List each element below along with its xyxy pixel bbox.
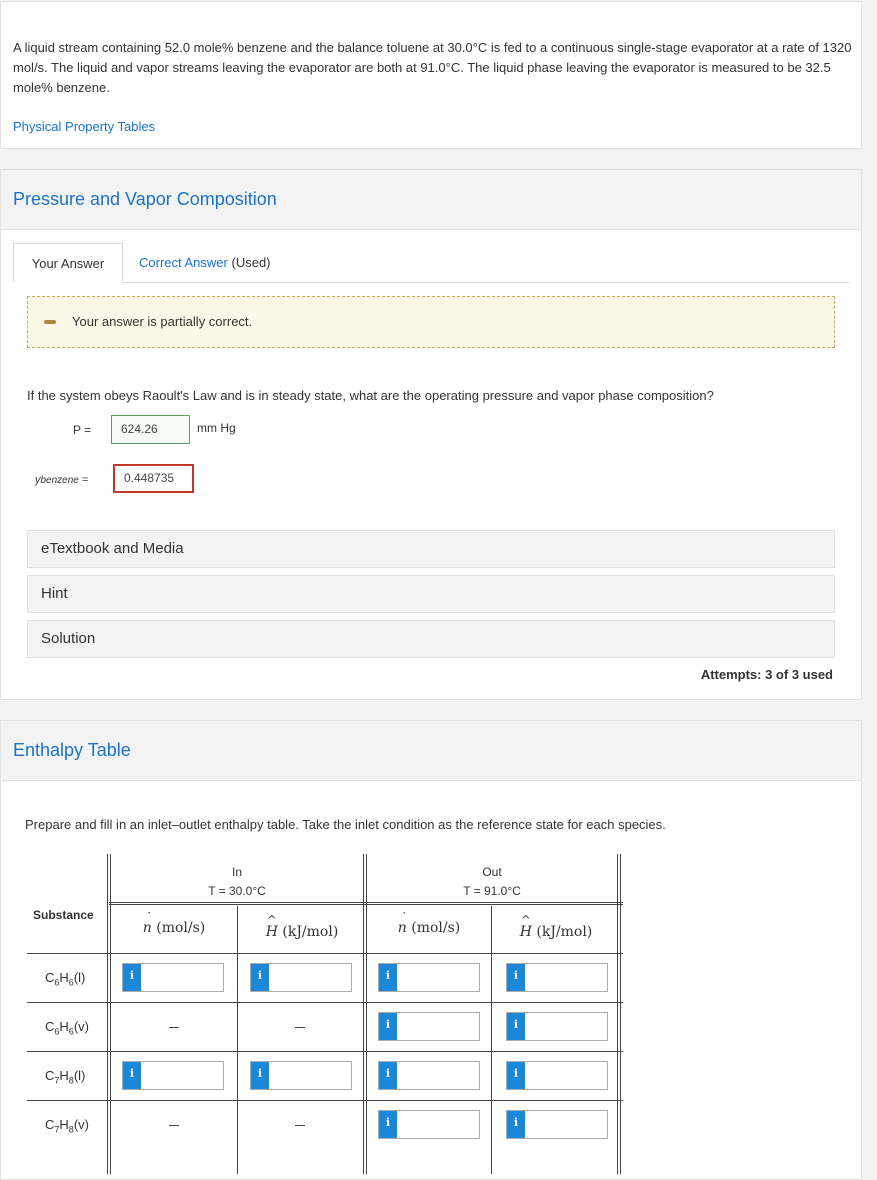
n-out-c6h6-vapor-input[interactable] <box>378 1012 480 1041</box>
problem-card <box>0 1 862 149</box>
attempts-counter: Attempts: 3 of 3 used <box>700 667 833 682</box>
pressure-answer-field[interactable]: 624.26 <box>111 415 190 444</box>
h-out-c7h8-vapor-input[interactable] <box>506 1110 608 1139</box>
h-hat-out-header: ^ H (kJ/mol) <box>495 924 617 940</box>
h-unit: (kJ/mol) <box>536 924 593 940</box>
h-out-c6h6-vapor-input[interactable] <box>506 1012 608 1041</box>
info-icon[interactable]: i <box>379 964 397 991</box>
table-divider <box>27 1051 623 1052</box>
n-in-c7h8-liquid-input[interactable] <box>122 1061 224 1090</box>
table-divider <box>237 906 238 1174</box>
enthalpy-table <box>27 854 623 1174</box>
pressure-unit: mm Hg <box>197 421 236 435</box>
info-icon[interactable]: i <box>251 964 269 991</box>
h-in-c7h8-liquid-input[interactable] <box>250 1061 352 1090</box>
question-text: If the system obeys Raoult's Law and is in steady state, what are the operating pressure and vapor phase composition? <box>27 388 714 403</box>
empty-cell-dash <box>295 1027 305 1028</box>
n-dot-out-header: ˙ n (mol/s) <box>367 920 491 936</box>
in-temperature: T = 30.0°C <box>208 884 266 898</box>
y-equals: = <box>81 474 89 486</box>
h-out-c6h6-liquid-input[interactable] <box>506 963 608 992</box>
n-dot-in-header: ˙ n (mol/s) <box>111 920 237 936</box>
y-symbol: y <box>35 474 41 486</box>
h-out-c7h8-liquid-input[interactable] <box>506 1061 608 1090</box>
substance-header: Substance <box>33 908 94 922</box>
pressure-vapor-section <box>0 169 862 700</box>
info-icon[interactable]: i <box>507 1013 525 1040</box>
tab-correct-answer[interactable] <box>139 243 271 283</box>
info-icon[interactable]: i <box>379 1013 397 1040</box>
tab-correct-label: Correct Answer <box>139 255 228 270</box>
pressure-label: P = <box>73 423 92 437</box>
section-header <box>1 170 861 230</box>
substance-c6h6-vapor: $C_6H_6(v)$ <box>45 1019 89 1037</box>
substance-c7h8-vapor: $C_7H_8(v)$ <box>45 1117 89 1135</box>
info-icon[interactable]: i <box>379 1111 397 1138</box>
tab-correct-used: (Used) <box>231 255 271 270</box>
answer-tabs <box>13 243 849 283</box>
n-out-c7h8-vapor-input[interactable] <box>378 1110 480 1139</box>
enthalpy-section <box>0 720 862 1180</box>
empty-cell-dash <box>169 1125 179 1126</box>
info-icon[interactable]: i <box>123 1062 141 1089</box>
table-divider <box>27 953 623 954</box>
y-subscript: benzene <box>40 475 79 486</box>
partial-correct-message: Your answer is partially correct. <box>72 314 253 329</box>
table-divider <box>27 1002 623 1003</box>
physical-property-tables-link[interactable]: Physical Property Tables <box>13 119 156 134</box>
table-divider <box>109 902 623 905</box>
in-header: In <box>231 865 242 879</box>
hint-accordion[interactable]: Hint <box>27 575 835 613</box>
y-benzene-label <box>35 474 88 486</box>
section-title: Enthalpy Table <box>13 740 131 760</box>
substance-c7h8-liquid: $C_7H_8(l)$ <box>45 1068 86 1086</box>
info-icon[interactable]: i <box>507 964 525 991</box>
n-in-c6h6-liquid-input[interactable] <box>122 963 224 992</box>
y-benzene-answer-field[interactable]: 0.448735 <box>113 464 194 493</box>
tab-your-answer[interactable]: Your Answer <box>13 243 123 283</box>
out-temperature: T = 91.0°C <box>463 884 521 898</box>
info-icon[interactable]: i <box>379 1062 397 1089</box>
table-divider <box>491 906 492 1174</box>
info-icon[interactable]: i <box>251 1062 269 1089</box>
h-hat-in-header: ^ H (kJ/mol) <box>241 924 363 940</box>
n-unit: (mol/s) <box>411 920 461 936</box>
h-in-c6h6-liquid-input[interactable] <box>250 963 352 992</box>
section-title: Pressure and Vapor Composition <box>13 189 277 209</box>
substance-c6h6-liquid: $C_6H_6(l)$ <box>45 970 86 988</box>
n-out-c6h6-liquid-input[interactable] <box>378 963 480 992</box>
problem-statement: A liquid stream containing 52.0 mole% benzene and the balance toluene at 30.0°C is fed to a continuous single-stage evaporator at a rate of 1320 mol/s. The liquid and vapor streams leaving the evaporator are both at 91.0°C. The liquid phase leaving the evaporator is measured to be 32.5 mole% benzene. <box>13 40 852 95</box>
section-header <box>1 721 861 781</box>
solution-accordion[interactable]: Solution <box>27 620 835 658</box>
table-divider <box>27 1100 623 1101</box>
enthalpy-prompt: Prepare and fill in an inlet–outlet enthalpy table. Take the inlet condition as the reference state for each species. <box>25 817 666 832</box>
info-icon[interactable]: i <box>507 1062 525 1089</box>
out-header: Out <box>482 865 502 879</box>
etextbook-media-accordion[interactable]: eTextbook and Media <box>27 530 835 568</box>
empty-cell-dash <box>295 1125 305 1126</box>
partial-correct-banner <box>27 296 835 348</box>
n-unit: (mol/s) <box>156 920 206 936</box>
info-icon[interactable]: i <box>123 964 141 991</box>
n-out-c7h8-liquid-input[interactable] <box>378 1061 480 1090</box>
partial-correct-icon <box>44 320 56 324</box>
empty-cell-dash <box>169 1027 179 1028</box>
info-icon[interactable]: i <box>507 1111 525 1138</box>
h-unit: (kJ/mol) <box>282 924 339 940</box>
